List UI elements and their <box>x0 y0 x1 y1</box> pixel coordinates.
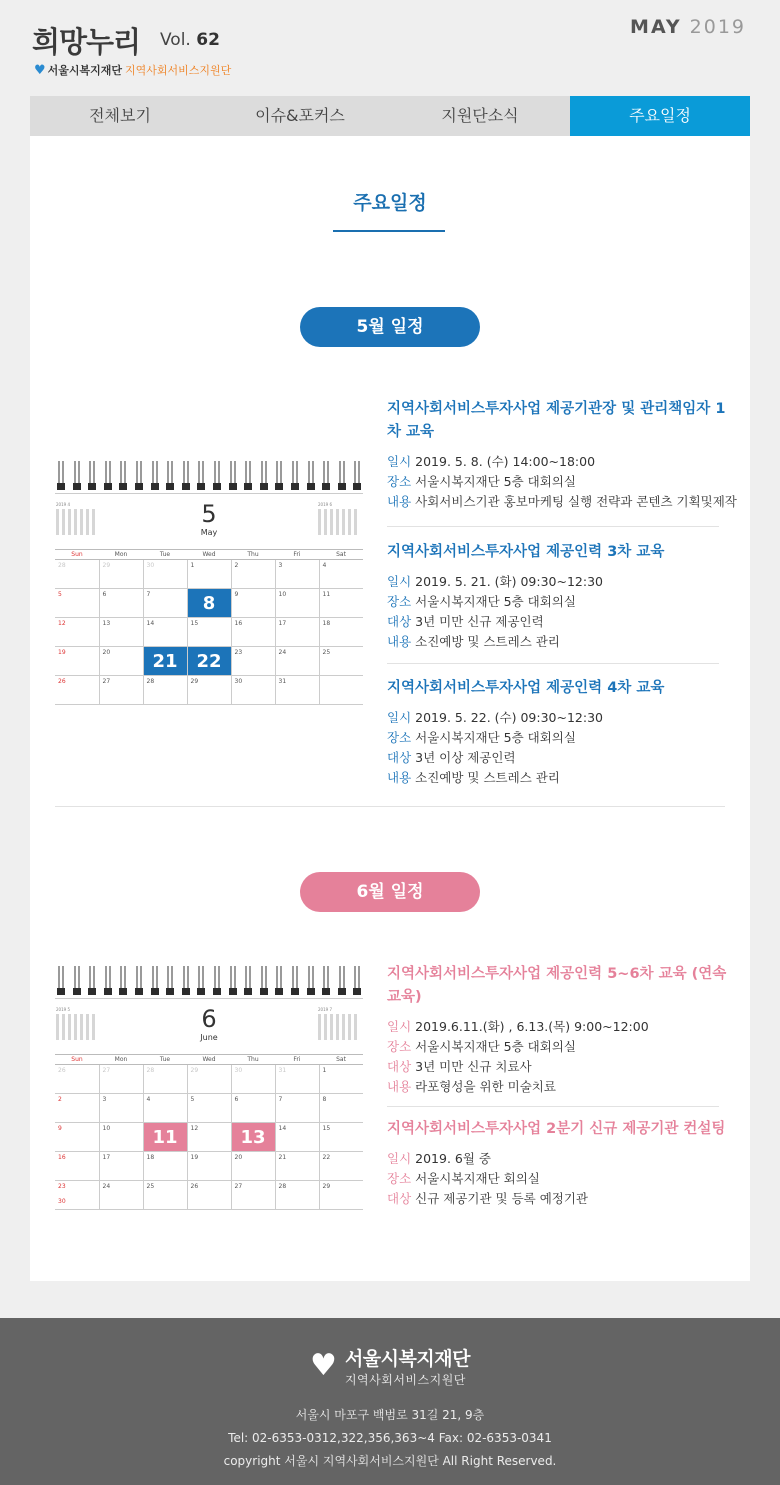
binder-ring-icon <box>152 461 159 493</box>
calendar-day: 22 <box>187 647 231 676</box>
binder-ring-icon <box>120 966 127 998</box>
calendar-week <box>55 560 363 589</box>
calendar-day: 15 <box>319 1123 363 1152</box>
footer <box>0 1318 780 1485</box>
binder-ring-icon <box>74 966 81 998</box>
binder-ring-icon <box>198 966 205 998</box>
calendar-day: 17 <box>275 618 319 647</box>
calendar-day <box>319 676 363 705</box>
page-title: 주요일정 <box>353 192 427 214</box>
calendar-day: 1 <box>319 1065 363 1094</box>
binder-ring-icon <box>230 461 237 493</box>
content-panel <box>30 136 750 1281</box>
calendar-day: 28 <box>143 1065 187 1094</box>
binder-ring-icon <box>89 966 96 998</box>
binder-ring-icon <box>339 966 346 998</box>
org-logo[interactable] <box>34 62 231 78</box>
event-row: 내용 사회서비스기관 홍보마케팅 실행 전략과 콘텐츠 기획및제작 <box>387 494 737 509</box>
calendar-day: 5 <box>55 589 99 618</box>
calendar-day: 28 <box>55 560 99 589</box>
title-underline <box>333 230 445 232</box>
calendar-day: 27 <box>99 1065 143 1094</box>
calendar-week <box>55 1123 363 1152</box>
event-may-3[interactable] <box>387 677 732 788</box>
binder-ring-icon <box>58 966 65 998</box>
calendar-day: 24 <box>99 1181 143 1210</box>
org-sub: 지역사회서비스지원단 <box>125 64 232 77</box>
calendar-day: 21 <box>275 1152 319 1181</box>
event-divider <box>387 526 719 527</box>
calendar-day: 5 <box>187 1094 231 1123</box>
binder-ring-icon <box>105 461 112 493</box>
binder-ring-icon <box>183 966 190 998</box>
weekday-header: Thu <box>231 1055 275 1065</box>
calendar-day: 26 <box>55 676 99 705</box>
calendar-day: 21 <box>143 647 187 676</box>
tab-schedule[interactable]: 주요일정 <box>570 96 750 136</box>
binder-ring-icon <box>292 461 299 493</box>
binder-ring-icon <box>58 461 65 493</box>
calendar-day: 16 <box>231 618 275 647</box>
mini-next-label: 2019 6 <box>318 502 332 507</box>
event-may-1[interactable] <box>387 398 737 512</box>
binder-ring-icon <box>105 966 112 998</box>
vol-text: Vol. <box>160 30 191 50</box>
calendar-week <box>55 1152 363 1181</box>
calendar-day: 11 <box>143 1123 187 1152</box>
june-schedule-pill: 6월 일정 <box>300 872 480 912</box>
calendar-rings <box>55 966 363 998</box>
event-june-1[interactable] <box>387 963 732 1097</box>
calendar-day: 14 <box>143 618 187 647</box>
calendar-day: 7 <box>143 589 187 618</box>
weekday-header: Fri <box>275 1055 319 1065</box>
event-title: 지역사회서비스투자사업 제공기관장 및 관리책임자 1차 교육 <box>387 401 726 440</box>
calendar-day: 23 30 <box>55 1181 99 1210</box>
binder-ring-icon <box>89 461 96 493</box>
event-row: 장소 서울시복지재단 5층 대회의실 <box>387 730 576 745</box>
event-row: 대상 3년 미만 신규 제공인력 <box>387 614 544 629</box>
calendar-month-name: May <box>200 528 218 537</box>
heart-logo-icon: ♥ <box>34 63 46 78</box>
calendar-grid <box>55 1054 363 1210</box>
binder-ring-icon <box>308 461 315 493</box>
binder-ring-icon <box>136 461 143 493</box>
footer-org-sub: 지역사회서비스지원단 <box>344 1373 466 1387</box>
binder-ring-icon <box>230 966 237 998</box>
binder-ring-icon <box>323 966 330 998</box>
calendar-day: 27 <box>99 676 143 705</box>
volume-label <box>160 30 220 50</box>
binder-ring-icon <box>152 966 159 998</box>
binder-ring-icon <box>276 461 283 493</box>
calendar-week <box>55 589 363 618</box>
calendar-day: 25 <box>319 647 363 676</box>
weekday-header: Sat <box>319 1055 363 1065</box>
binder-ring-icon <box>214 461 221 493</box>
binder-ring-icon <box>74 461 81 493</box>
calendar-day: 8 <box>187 589 231 618</box>
tab-news[interactable]: 지원단소식 <box>441 106 519 125</box>
event-row: 장소 서울시복지재단 회의실 <box>387 1171 540 1186</box>
weekday-header: Fri <box>275 550 319 560</box>
calendar-day: 31 <box>275 1065 319 1094</box>
event-row: 일시 2019.6.11.(화) , 6.13.(목) 9:00~12:00 <box>387 1019 649 1034</box>
calendar-day: 28 <box>275 1181 319 1210</box>
event-row: 일시 2019. 5. 21. (화) 09:30~12:30 <box>387 574 603 589</box>
event-row: 대상 3년 이상 제공인력 <box>387 750 516 765</box>
binder-ring-icon <box>354 461 361 493</box>
event-divider <box>387 663 719 664</box>
calendar-day: 2 <box>231 560 275 589</box>
calendar-day: 29 <box>99 560 143 589</box>
calendar-head <box>55 998 363 1054</box>
binder-ring-icon <box>308 966 315 998</box>
binder-ring-icon <box>167 461 174 493</box>
calendar-day: 11 <box>319 589 363 618</box>
binder-ring-icon <box>261 966 268 998</box>
binder-ring-icon <box>261 461 268 493</box>
calendar-body <box>55 1065 363 1210</box>
may-schedule-pill: 5월 일정 <box>300 307 480 347</box>
event-row: 장소 서울시복지재단 5층 대회의실 <box>387 474 576 489</box>
weekday-header: Sun <box>55 1055 99 1065</box>
calendar-day: 30 <box>231 676 275 705</box>
calendar-day: 29 <box>187 1065 231 1094</box>
weekday-row <box>55 1055 363 1065</box>
calendar-day: 12 <box>55 618 99 647</box>
calendar-week <box>55 647 363 676</box>
calendar-day: 23 <box>231 647 275 676</box>
main-nav <box>30 96 750 136</box>
binder-ring-icon <box>245 461 252 493</box>
calendar-day: 28 <box>143 676 187 705</box>
weekday-header: Wed <box>187 1055 231 1065</box>
event-june-2[interactable] <box>387 1118 732 1209</box>
calendar-day: 18 <box>143 1152 187 1181</box>
event-row: 장소 서울시복지재단 5층 대회의실 <box>387 594 576 609</box>
calendar-day: 3 <box>99 1094 143 1123</box>
event-title: 지역사회서비스투자사업 제공인력 5~6차 교육 (연속교육) <box>387 966 727 1005</box>
calendar-day-extra: 30 <box>58 1198 66 1205</box>
calendar-day: 3 <box>275 560 319 589</box>
calendar-day: 30 <box>231 1065 275 1094</box>
calendar-day: 10 <box>99 1123 143 1152</box>
org-name: 서울시복지재단 <box>47 64 123 77</box>
calendar-head <box>55 493 363 549</box>
calendar-day: 9 <box>55 1123 99 1152</box>
calendar-week <box>55 618 363 647</box>
weekday-header: Sat <box>319 550 363 560</box>
event-title: 지역사회서비스투자사업 제공인력 4차 교육 <box>387 680 665 696</box>
calendar-body <box>55 560 363 705</box>
header <box>0 0 780 96</box>
calendar-rings <box>55 461 363 493</box>
june-calendar <box>55 966 363 1210</box>
calendar-day: 6 <box>231 1094 275 1123</box>
weekday-row <box>55 550 363 560</box>
calendar-day: 29 <box>187 676 231 705</box>
brand-title[interactable]: 희망누리 <box>32 25 141 59</box>
calendar-week <box>55 676 363 705</box>
calendar-day: 17 <box>99 1152 143 1181</box>
event-row: 일시 2019. 5. 22. (수) 09:30~12:30 <box>387 710 603 725</box>
tab-all[interactable]: 전체보기 <box>89 106 151 125</box>
event-title: 지역사회서비스투자사업 제공인력 3차 교육 <box>387 544 665 560</box>
event-row: 일시 2019. 5. 8. (수) 14:00~18:00 <box>387 454 596 469</box>
calendar-day: 6 <box>99 589 143 618</box>
event-row: 내용 소진예방 및 스트레스 관리 <box>387 634 560 649</box>
calendar-month-number: 6 <box>201 1005 217 1033</box>
calendar-day: 9 <box>231 589 275 618</box>
section-divider <box>55 806 725 807</box>
calendar-day: 8 <box>319 1094 363 1123</box>
binder-ring-icon <box>136 966 143 998</box>
weekday-header: Tue <box>143 1055 187 1065</box>
footer-org-name: 서울시복지재단 <box>344 1348 470 1370</box>
binder-ring-icon <box>292 966 299 998</box>
calendar-day: 27 <box>231 1181 275 1210</box>
calendar-day: 13 <box>231 1123 275 1152</box>
weekday-header: Thu <box>231 550 275 560</box>
tab-issue-focus[interactable]: 이슈&포커스 <box>255 106 345 125</box>
calendar-day: 10 <box>275 589 319 618</box>
binder-ring-icon <box>339 461 346 493</box>
footer-copyright: copyright 서울시 지역사회서비스지원단 All Right Reserved. <box>223 1454 557 1468</box>
binder-ring-icon <box>167 966 174 998</box>
weekday-header: Wed <box>187 550 231 560</box>
event-may-2[interactable] <box>387 541 732 652</box>
event-row: 내용 소진예방 및 스트레스 관리 <box>387 770 560 785</box>
issue-year: 2019 <box>689 16 746 38</box>
calendar-week <box>55 1094 363 1123</box>
weekday-header: Tue <box>143 550 187 560</box>
mini-next-label: 2019 7 <box>318 1007 332 1012</box>
calendar-day: 14 <box>275 1123 319 1152</box>
weekday-header: Mon <box>99 550 143 560</box>
calendar-grid <box>55 549 363 705</box>
calendar-day: 7 <box>275 1094 319 1123</box>
calendar-day: 4 <box>319 560 363 589</box>
calendar-day: 15 <box>187 618 231 647</box>
calendar-day: 26 <box>187 1181 231 1210</box>
event-row: 장소 서울시복지재단 5층 대회의실 <box>387 1039 576 1054</box>
heart-logo-icon: ♥ <box>310 1348 337 1383</box>
calendar-day: 20 <box>231 1152 275 1181</box>
calendar-day: 19 <box>55 647 99 676</box>
calendar-day: 30 <box>143 560 187 589</box>
event-row: 대상 3년 미만 신규 치료사 <box>387 1059 532 1074</box>
weekday-header: Sun <box>55 550 99 560</box>
calendar-day: 19 <box>187 1152 231 1181</box>
calendar-day: 25 <box>143 1181 187 1210</box>
event-row: 일시 2019. 6월 중 <box>387 1151 491 1166</box>
issue-date <box>630 16 746 38</box>
calendar-week <box>55 1065 363 1094</box>
footer-logo[interactable] <box>0 1344 780 1388</box>
calendar-day: 26 <box>55 1065 99 1094</box>
mini-prev-label: 2019 4 <box>56 502 70 507</box>
calendar-week <box>55 1181 363 1210</box>
calendar-day: 29 <box>319 1181 363 1210</box>
calendar-day: 4 <box>143 1094 187 1123</box>
mini-prev-label: 2019 5 <box>56 1007 70 1012</box>
footer-contact: Tel: 02-6353-0312,322,356,363~4 Fax: 02-6353-0341 <box>228 1431 552 1445</box>
event-row: 내용 라포형성을 위한 미술치료 <box>387 1079 556 1094</box>
calendar-day: 20 <box>99 647 143 676</box>
weekday-header: Mon <box>99 1055 143 1065</box>
calendar-day: 13 <box>99 618 143 647</box>
calendar-month-name: June <box>200 1033 218 1042</box>
calendar-day: 1 <box>187 560 231 589</box>
mini-calendar-next <box>318 1007 362 1040</box>
calendar-day: 16 <box>55 1152 99 1181</box>
binder-ring-icon <box>354 966 361 998</box>
binder-ring-icon <box>245 966 252 998</box>
issue-month: MAY <box>630 16 682 38</box>
calendar-month-number: 5 <box>201 500 217 528</box>
calendar-day: 2 <box>55 1094 99 1123</box>
event-divider <box>387 1106 719 1107</box>
binder-ring-icon <box>214 966 221 998</box>
may-calendar <box>55 461 363 705</box>
binder-ring-icon <box>276 966 283 998</box>
calendar-day: 12 <box>187 1123 231 1152</box>
footer-address: 서울시 마포구 백범로 31길 21, 9층 <box>295 1408 485 1422</box>
calendar-day: 22 <box>319 1152 363 1181</box>
binder-ring-icon <box>120 461 127 493</box>
binder-ring-icon <box>323 461 330 493</box>
event-title: 지역사회서비스투자사업 2분기 신규 제공기관 컨설팅 <box>387 1121 726 1137</box>
footer-info <box>0 1404 780 1473</box>
vol-number: 62 <box>196 30 220 50</box>
calendar-day: 24 <box>275 647 319 676</box>
calendar-day: 31 <box>275 676 319 705</box>
event-row: 대상 신규 제공기관 및 등록 예정기관 <box>387 1191 589 1206</box>
binder-ring-icon <box>198 461 205 493</box>
mini-calendar-next <box>318 502 362 535</box>
binder-ring-icon <box>183 461 190 493</box>
calendar-day: 18 <box>319 618 363 647</box>
